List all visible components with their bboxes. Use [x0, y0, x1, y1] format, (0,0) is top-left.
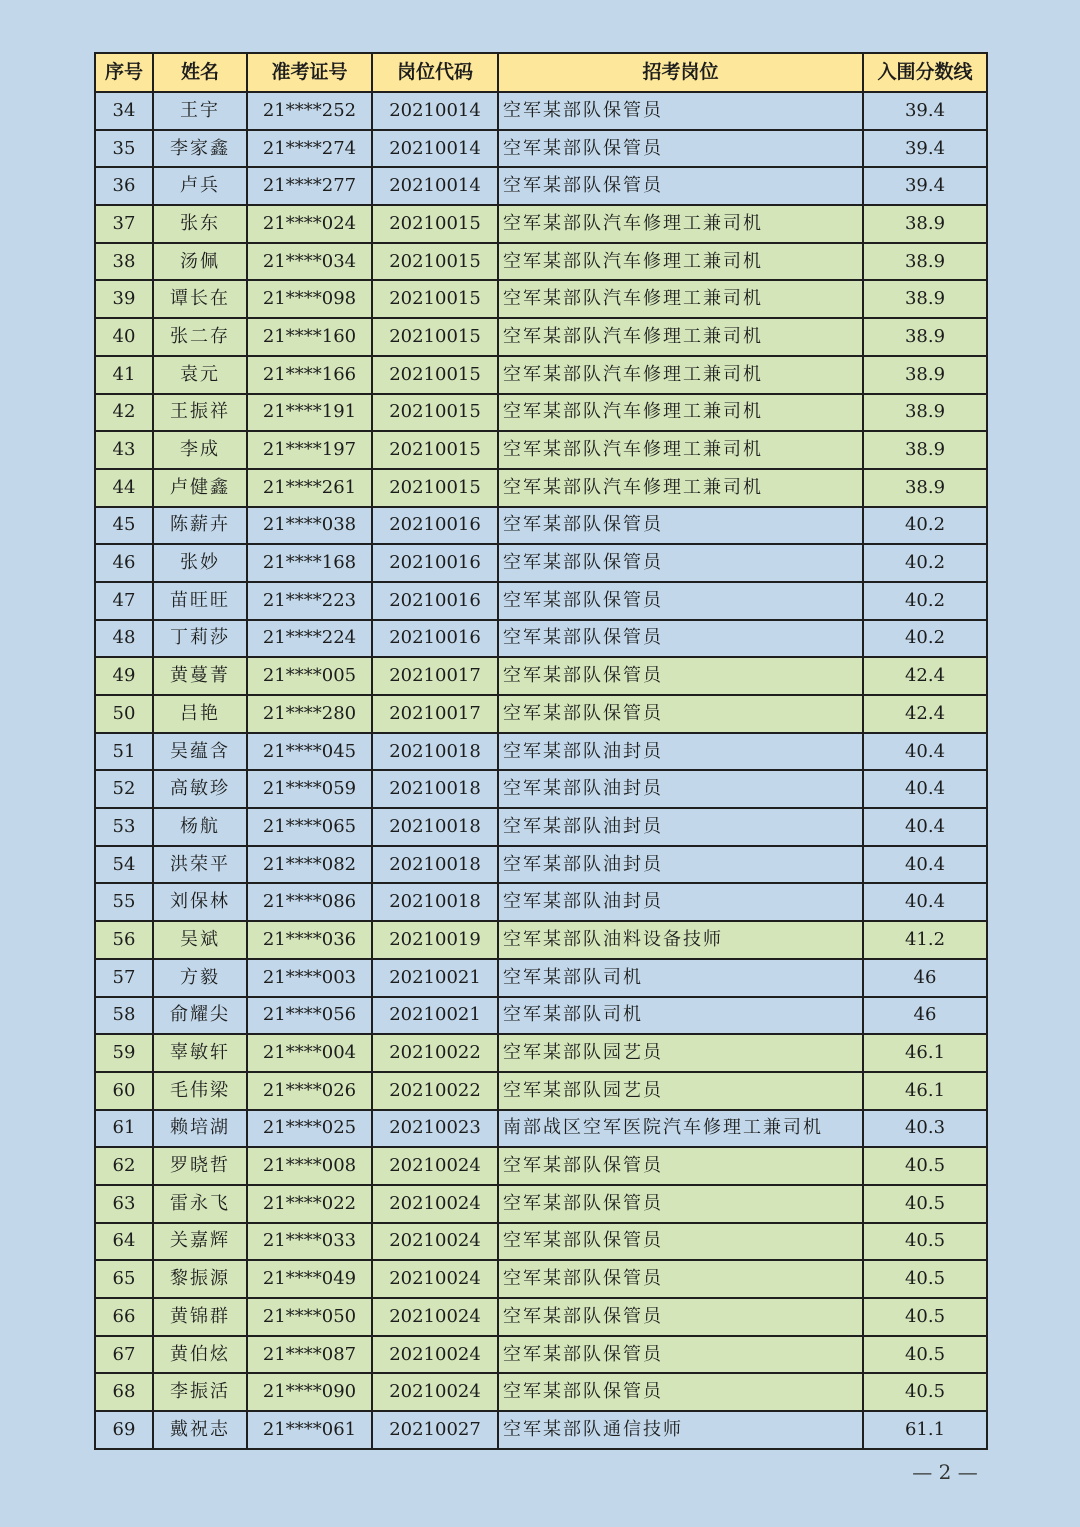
cell-ticket-number: 21****197 [247, 431, 372, 469]
cell-serial: 68 [95, 1373, 153, 1411]
cell-serial: 34 [95, 92, 153, 130]
table-row [95, 846, 987, 884]
cell-post-code: 20210024 [372, 1298, 498, 1336]
cell-name: 雷永飞 [153, 1185, 247, 1223]
cell-cutoff-score: 40.4 [863, 808, 987, 846]
cell-ticket-number: 21****003 [247, 959, 372, 997]
cell-post-code: 20210021 [372, 997, 498, 1035]
cell-cutoff-score: 38.9 [863, 205, 987, 243]
table-row [95, 959, 987, 997]
cell-post: 空军某部队汽车修理工兼司机 [498, 318, 863, 356]
cell-post: 空军某部队保管员 [498, 1185, 863, 1223]
cell-name: 王宇 [153, 92, 247, 130]
cell-name: 汤佩 [153, 243, 247, 281]
table-row [95, 394, 987, 432]
cell-ticket-number: 21****090 [247, 1373, 372, 1411]
cell-name: 李家鑫 [153, 130, 247, 168]
cell-name: 刘保林 [153, 883, 247, 921]
cell-cutoff-score: 40.5 [863, 1147, 987, 1185]
cell-ticket-number: 21****166 [247, 356, 372, 394]
cell-ticket-number: 21****277 [247, 167, 372, 205]
cell-post: 空军某部队油封员 [498, 808, 863, 846]
cell-name: 张妙 [153, 544, 247, 582]
cell-post: 空军某部队保管员 [498, 1223, 863, 1261]
cell-post: 空军某部队汽车修理工兼司机 [498, 394, 863, 432]
cell-post-code: 20210016 [372, 544, 498, 582]
cell-post: 空军某部队保管员 [498, 1373, 863, 1411]
cell-post-code: 20210015 [372, 318, 498, 356]
cell-cutoff-score: 42.4 [863, 695, 987, 733]
cell-serial: 69 [95, 1411, 153, 1449]
cell-serial: 62 [95, 1147, 153, 1185]
cell-post-code: 20210014 [372, 130, 498, 168]
table-row [95, 167, 987, 205]
table-row [95, 431, 987, 469]
cell-post: 空军某部队油料设备技师 [498, 921, 863, 959]
cell-serial: 66 [95, 1298, 153, 1336]
cell-ticket-number: 21****261 [247, 469, 372, 507]
cell-post-code: 20210018 [372, 770, 498, 808]
cell-cutoff-score: 46.1 [863, 1034, 987, 1072]
cell-post-code: 20210027 [372, 1411, 498, 1449]
cell-name: 吴蕴含 [153, 733, 247, 771]
cell-post: 空军某部队汽车修理工兼司机 [498, 205, 863, 243]
cell-cutoff-score: 40.4 [863, 883, 987, 921]
cell-serial: 57 [95, 959, 153, 997]
cell-name: 卢兵 [153, 167, 247, 205]
cell-ticket-number: 21****168 [247, 544, 372, 582]
cell-cutoff-score: 38.9 [863, 394, 987, 432]
cell-name: 辜敏轩 [153, 1034, 247, 1072]
cell-cutoff-score: 38.9 [863, 243, 987, 281]
cell-post-code: 20210024 [372, 1185, 498, 1223]
cell-name: 吕艳 [153, 695, 247, 733]
cell-cutoff-score: 39.4 [863, 130, 987, 168]
cell-name: 毛伟梁 [153, 1072, 247, 1110]
cell-name: 谭长在 [153, 280, 247, 318]
cell-ticket-number: 21****082 [247, 846, 372, 884]
cell-post: 空军某部队油封员 [498, 883, 863, 921]
cell-ticket-number: 21****050 [247, 1298, 372, 1336]
cell-serial: 36 [95, 167, 153, 205]
cell-ticket-number: 21****004 [247, 1034, 372, 1072]
cell-post: 南部战区空军医院汽车修理工兼司机 [498, 1110, 863, 1148]
cell-ticket-number: 21****086 [247, 883, 372, 921]
header-cutoff-score: 入围分数线 [863, 53, 987, 92]
cell-serial: 51 [95, 733, 153, 771]
cell-cutoff-score: 39.4 [863, 167, 987, 205]
cell-ticket-number: 21****038 [247, 507, 372, 545]
page-number: — 2 — [912, 1460, 978, 1484]
cell-ticket-number: 21****025 [247, 1110, 372, 1148]
table-body [95, 92, 987, 1449]
table-header-row [95, 53, 987, 92]
cell-post-code: 20210024 [372, 1147, 498, 1185]
cell-serial: 43 [95, 431, 153, 469]
cell-post: 空军某部队油封员 [498, 846, 863, 884]
cell-name: 黄锦群 [153, 1298, 247, 1336]
cell-ticket-number: 21****224 [247, 620, 372, 658]
cell-cutoff-score: 61.1 [863, 1411, 987, 1449]
cell-serial: 38 [95, 243, 153, 281]
cell-post-code: 20210015 [372, 205, 498, 243]
table-row [95, 507, 987, 545]
cell-cutoff-score: 38.9 [863, 318, 987, 356]
table-row [95, 997, 987, 1035]
cell-post-code: 20210014 [372, 167, 498, 205]
cell-cutoff-score: 40.5 [863, 1185, 987, 1223]
cell-post: 空军某部队保管员 [498, 1336, 863, 1374]
cell-ticket-number: 21****098 [247, 280, 372, 318]
cell-serial: 52 [95, 770, 153, 808]
cell-serial: 54 [95, 846, 153, 884]
cell-ticket-number: 21****061 [247, 1411, 372, 1449]
cell-post: 空军某部队保管员 [498, 1147, 863, 1185]
table-row [95, 1298, 987, 1336]
cell-cutoff-score: 39.4 [863, 92, 987, 130]
cell-post: 空军某部队保管员 [498, 695, 863, 733]
table-row [95, 1411, 987, 1449]
cell-post-code: 20210015 [372, 243, 498, 281]
cell-cutoff-score: 40.4 [863, 733, 987, 771]
cell-post-code: 20210018 [372, 808, 498, 846]
cell-name: 黄蔓菁 [153, 657, 247, 695]
cell-name: 李成 [153, 431, 247, 469]
table-row [95, 620, 987, 658]
cell-serial: 59 [95, 1034, 153, 1072]
cell-cutoff-score: 38.9 [863, 356, 987, 394]
table-row [95, 1072, 987, 1110]
cell-post: 空军某部队司机 [498, 959, 863, 997]
cell-cutoff-score: 41.2 [863, 921, 987, 959]
cell-post-code: 20210016 [372, 507, 498, 545]
cell-serial: 39 [95, 280, 153, 318]
cell-post: 空军某部队园艺员 [498, 1034, 863, 1072]
header-name: 姓名 [153, 53, 247, 92]
cell-serial: 61 [95, 1110, 153, 1148]
cell-post: 空军某部队保管员 [498, 582, 863, 620]
cell-cutoff-score: 40.4 [863, 846, 987, 884]
cell-post-code: 20210017 [372, 657, 498, 695]
cell-serial: 65 [95, 1260, 153, 1298]
cell-ticket-number: 21****045 [247, 733, 372, 771]
cell-name: 罗晓哲 [153, 1147, 247, 1185]
cell-ticket-number: 21****087 [247, 1336, 372, 1374]
cell-cutoff-score: 40.2 [863, 582, 987, 620]
cell-cutoff-score: 40.4 [863, 770, 987, 808]
cell-serial: 44 [95, 469, 153, 507]
cell-name: 黄伯炫 [153, 1336, 247, 1374]
cell-serial: 49 [95, 657, 153, 695]
table-row [95, 92, 987, 130]
cell-name: 袁元 [153, 356, 247, 394]
table-row [95, 883, 987, 921]
cell-ticket-number: 21****191 [247, 394, 372, 432]
cell-ticket-number: 21****056 [247, 997, 372, 1035]
cell-post: 空军某部队油封员 [498, 733, 863, 771]
cell-ticket-number: 21****160 [247, 318, 372, 356]
table-row [95, 1034, 987, 1072]
cell-serial: 41 [95, 356, 153, 394]
cell-serial: 60 [95, 1072, 153, 1110]
table-row [95, 921, 987, 959]
table-row [95, 243, 987, 281]
header-ticket-number: 准考证号 [247, 53, 372, 92]
cell-name: 陈薪卉 [153, 507, 247, 545]
cell-cutoff-score: 38.9 [863, 431, 987, 469]
cell-post: 空军某部队保管员 [498, 620, 863, 658]
cell-post-code: 20210024 [372, 1336, 498, 1374]
cell-name: 俞耀尖 [153, 997, 247, 1035]
table-row [95, 808, 987, 846]
cell-name: 丁莉莎 [153, 620, 247, 658]
table-row [95, 544, 987, 582]
table-row [95, 1110, 987, 1148]
table-row [95, 130, 987, 168]
cell-cutoff-score: 40.5 [863, 1223, 987, 1261]
table-row [95, 1147, 987, 1185]
cell-name: 苗旺旺 [153, 582, 247, 620]
cell-post-code: 20210018 [372, 846, 498, 884]
cell-serial: 40 [95, 318, 153, 356]
cell-post: 空军某部队保管员 [498, 92, 863, 130]
cell-post-code: 20210015 [372, 431, 498, 469]
cell-post: 空军某部队保管员 [498, 657, 863, 695]
cell-post-code: 20210018 [372, 733, 498, 771]
table-row [95, 1185, 987, 1223]
cell-name: 黎振源 [153, 1260, 247, 1298]
cell-post: 空军某部队保管员 [498, 1260, 863, 1298]
cell-serial: 67 [95, 1336, 153, 1374]
cell-post-code: 20210017 [372, 695, 498, 733]
cell-post: 空军某部队汽车修理工兼司机 [498, 356, 863, 394]
cell-name: 张东 [153, 205, 247, 243]
cell-ticket-number: 21****065 [247, 808, 372, 846]
cell-name: 洪荣平 [153, 846, 247, 884]
cell-post: 空军某部队保管员 [498, 507, 863, 545]
cell-post-code: 20210015 [372, 280, 498, 318]
cell-cutoff-score: 38.9 [863, 280, 987, 318]
cell-ticket-number: 21****223 [247, 582, 372, 620]
table-row [95, 1223, 987, 1261]
cell-post-code: 20210016 [372, 620, 498, 658]
cell-post-code: 20210022 [372, 1034, 498, 1072]
cell-post: 空军某部队司机 [498, 997, 863, 1035]
cell-post: 空军某部队保管员 [498, 1298, 863, 1336]
cell-serial: 48 [95, 620, 153, 658]
table-row [95, 469, 987, 507]
header-serial: 序号 [95, 53, 153, 92]
table-row [95, 770, 987, 808]
cell-post-code: 20210014 [372, 92, 498, 130]
cell-serial: 55 [95, 883, 153, 921]
cell-cutoff-score: 40.5 [863, 1373, 987, 1411]
cell-post-code: 20210019 [372, 921, 498, 959]
cell-serial: 37 [95, 205, 153, 243]
cell-serial: 47 [95, 582, 153, 620]
cell-serial: 46 [95, 544, 153, 582]
cell-post: 空军某部队汽车修理工兼司机 [498, 469, 863, 507]
table-row [95, 318, 987, 356]
cell-ticket-number: 21****008 [247, 1147, 372, 1185]
cell-ticket-number: 21****252 [247, 92, 372, 130]
cell-cutoff-score: 40.5 [863, 1298, 987, 1336]
cell-ticket-number: 21****049 [247, 1260, 372, 1298]
cell-post-code: 20210015 [372, 356, 498, 394]
cell-name: 方毅 [153, 959, 247, 997]
cell-name: 赖培湖 [153, 1110, 247, 1148]
cell-ticket-number: 21****274 [247, 130, 372, 168]
cell-cutoff-score: 38.9 [863, 469, 987, 507]
table-row [95, 582, 987, 620]
table-row [95, 733, 987, 771]
cell-ticket-number: 21****024 [247, 205, 372, 243]
cell-serial: 64 [95, 1223, 153, 1261]
cell-post-code: 20210018 [372, 883, 498, 921]
cell-cutoff-score: 46.1 [863, 1072, 987, 1110]
table-row [95, 1260, 987, 1298]
cell-ticket-number: 21****280 [247, 695, 372, 733]
cell-name: 吴斌 [153, 921, 247, 959]
cell-serial: 35 [95, 130, 153, 168]
cell-post: 空军某部队通信技师 [498, 1411, 863, 1449]
cell-serial: 45 [95, 507, 153, 545]
cell-serial: 58 [95, 997, 153, 1035]
cell-ticket-number: 21****022 [247, 1185, 372, 1223]
table-row [95, 205, 987, 243]
cell-post-code: 20210015 [372, 394, 498, 432]
cell-post-code: 20210021 [372, 959, 498, 997]
cell-ticket-number: 21****033 [247, 1223, 372, 1261]
cell-cutoff-score: 46 [863, 997, 987, 1035]
cell-post: 空军某部队保管员 [498, 167, 863, 205]
table-row [95, 657, 987, 695]
table-row [95, 280, 987, 318]
cell-post-code: 20210015 [372, 469, 498, 507]
cell-ticket-number: 21****005 [247, 657, 372, 695]
cell-ticket-number: 21****059 [247, 770, 372, 808]
cell-name: 王振祥 [153, 394, 247, 432]
table-row [95, 1373, 987, 1411]
cell-post: 空军某部队汽车修理工兼司机 [498, 243, 863, 281]
cell-serial: 42 [95, 394, 153, 432]
cell-cutoff-score: 40.2 [863, 507, 987, 545]
cell-cutoff-score: 46 [863, 959, 987, 997]
cell-post-code: 20210022 [372, 1072, 498, 1110]
cell-ticket-number: 21****036 [247, 921, 372, 959]
results-table-container [94, 52, 986, 1450]
cell-serial: 50 [95, 695, 153, 733]
header-post-code: 岗位代码 [372, 53, 498, 92]
cell-cutoff-score: 40.2 [863, 544, 987, 582]
cell-post: 空军某部队油封员 [498, 770, 863, 808]
cell-post-code: 20210023 [372, 1110, 498, 1148]
cell-post: 空军某部队保管员 [498, 130, 863, 168]
header-post: 招考岗位 [498, 53, 863, 92]
cell-cutoff-score: 40.5 [863, 1336, 987, 1374]
cell-cutoff-score: 40.5 [863, 1260, 987, 1298]
cell-post-code: 20210016 [372, 582, 498, 620]
cell-serial: 56 [95, 921, 153, 959]
results-table [94, 52, 988, 1450]
cell-name: 张二存 [153, 318, 247, 356]
cell-name: 卢健鑫 [153, 469, 247, 507]
cell-cutoff-score: 40.3 [863, 1110, 987, 1148]
cell-post: 空军某部队汽车修理工兼司机 [498, 431, 863, 469]
cell-ticket-number: 21****034 [247, 243, 372, 281]
cell-cutoff-score: 40.2 [863, 620, 987, 658]
cell-name: 戴祝志 [153, 1411, 247, 1449]
cell-post: 空军某部队园艺员 [498, 1072, 863, 1110]
cell-post: 空军某部队汽车修理工兼司机 [498, 280, 863, 318]
cell-post-code: 20210024 [372, 1223, 498, 1261]
cell-serial: 53 [95, 808, 153, 846]
cell-serial: 63 [95, 1185, 153, 1223]
cell-name: 杨航 [153, 808, 247, 846]
cell-post-code: 20210024 [372, 1260, 498, 1298]
table-row [95, 356, 987, 394]
cell-name: 高敏珍 [153, 770, 247, 808]
cell-cutoff-score: 42.4 [863, 657, 987, 695]
cell-post-code: 20210024 [372, 1373, 498, 1411]
cell-name: 关嘉辉 [153, 1223, 247, 1261]
cell-ticket-number: 21****026 [247, 1072, 372, 1110]
cell-name: 李振活 [153, 1373, 247, 1411]
cell-post: 空军某部队保管员 [498, 544, 863, 582]
table-row [95, 695, 987, 733]
table-row [95, 1336, 987, 1374]
